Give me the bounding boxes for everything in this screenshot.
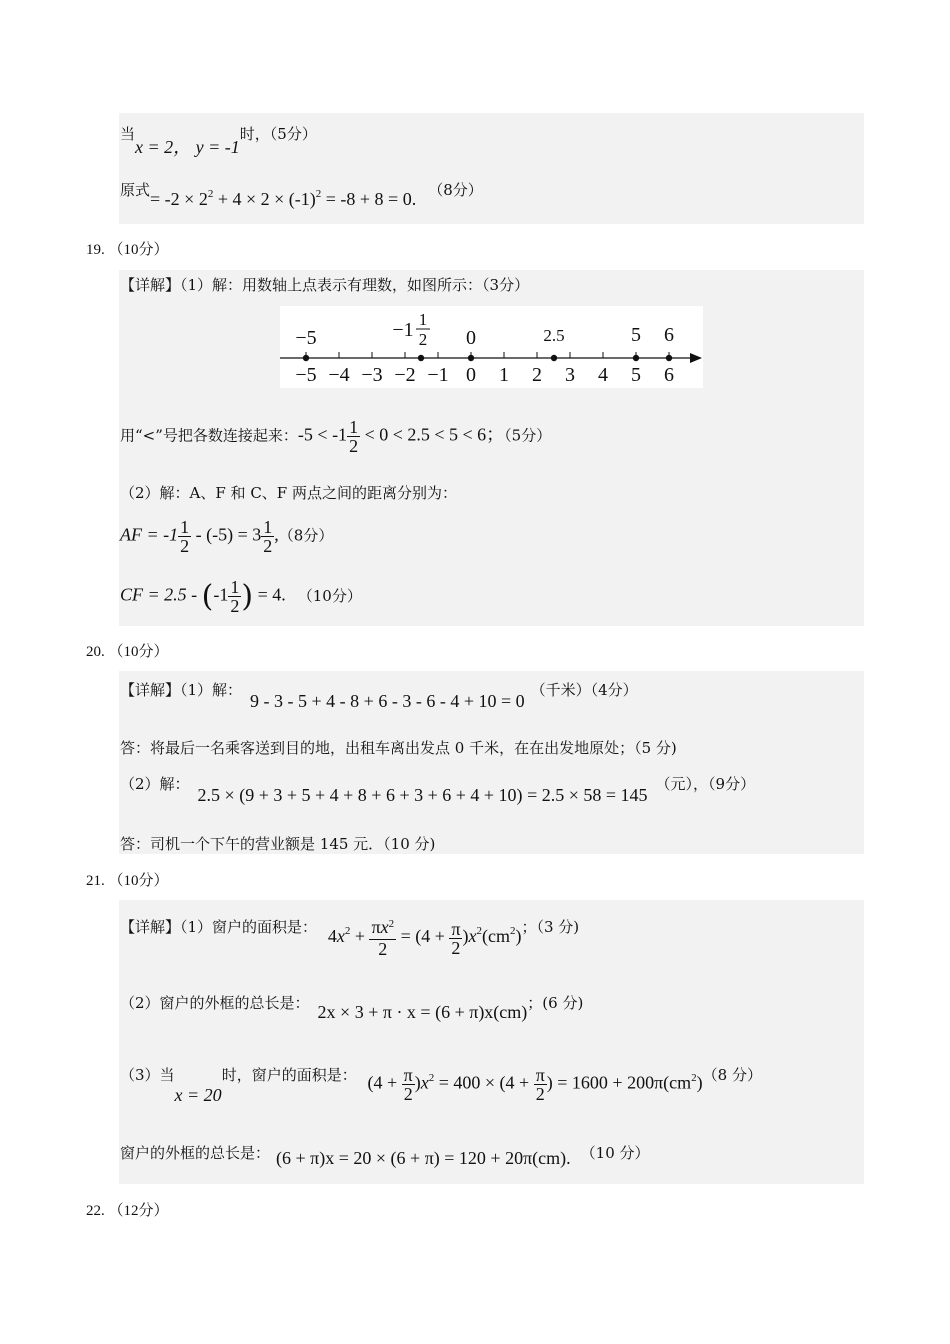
q20-line1 xyxy=(120,679,638,711)
q20-l1-suffix: （千米）（4分） xyxy=(530,681,638,699)
tick-label: 3 xyxy=(565,364,575,386)
q19-l2-prefix: 用“<”号把各数连接起来： xyxy=(120,426,298,445)
tick-label: 2 xyxy=(532,364,542,386)
fraction-half xyxy=(178,518,191,555)
pi-symbol: π xyxy=(451,918,461,939)
q18-math-a: = -2 × 2 xyxy=(150,189,208,209)
frac-num: 1 xyxy=(349,417,359,437)
q20-math-c: = 2.5 × 58 = 145 xyxy=(522,785,648,805)
pi-symbol: π xyxy=(535,1065,545,1085)
point-label: 0 xyxy=(466,327,476,349)
point-0 xyxy=(468,355,474,361)
q19-heading: 19. （10分） xyxy=(86,242,169,258)
q21-line3 xyxy=(120,1064,762,1105)
tick-label: 1 xyxy=(499,364,509,386)
q20-l3-math xyxy=(198,785,648,805)
q21-l4-prefix: 窗户的外框的总长是： xyxy=(120,1144,271,1162)
answer-box-q18 xyxy=(119,113,864,224)
pi-symbol: π xyxy=(371,917,381,937)
tick-label: 6 xyxy=(664,364,674,386)
paren-open: ( xyxy=(201,579,214,614)
q18-l1-prefix: 当 xyxy=(120,125,136,143)
answer-box-q21 xyxy=(119,900,864,1184)
q18-sup2: 2 xyxy=(315,188,322,200)
frac-num: 1 xyxy=(230,577,240,597)
q21-l1-math: $4x^2$ + $\frac{\pi x^2}{2}$ = (4 + $\frac{\pi}{2}$ )$x^2(cm^2)$ xyxy=(327,917,522,959)
point-label: 5 xyxy=(631,324,641,346)
answer-box-q20 xyxy=(119,671,864,854)
q21-l3-suffix: （8 分） xyxy=(702,1066,762,1084)
number-line xyxy=(280,306,703,388)
q19-line2 xyxy=(120,418,551,455)
point-minus-5 xyxy=(303,355,309,361)
q19-l5-b: -1 xyxy=(213,584,229,605)
frac-num: 1 xyxy=(180,517,190,537)
frac-den: 2 xyxy=(263,536,273,556)
q18-l1-suffix: 时，（5分） xyxy=(239,125,317,143)
fraction-half xyxy=(228,578,241,615)
pi-symbol: π xyxy=(403,1065,413,1085)
frac-den: 2 xyxy=(180,536,190,556)
q19-l5-a: CF = 2.5 - xyxy=(120,584,202,605)
q20-line2: 答：将最后一名乘客送到目的地，出租车离出发点 0 千米，在在出发地原处；（5 分) xyxy=(120,739,677,757)
q20-l3-suffix: （元），（9分） xyxy=(655,775,756,793)
q18-math-c: = -8 + 8 = 0. xyxy=(321,189,417,209)
tick-label: −1 xyxy=(427,364,449,386)
q20-math-a: 2.5 × xyxy=(197,785,240,805)
point-minus-1-half xyxy=(418,355,424,361)
point-label: 6 xyxy=(664,324,674,346)
q22-heading: 22. （12分） xyxy=(86,1203,169,1219)
q20-l3-prefix: （2）解： xyxy=(120,775,190,793)
point-label-frac-num: 1 xyxy=(418,310,428,329)
point-label: 2.5 xyxy=(543,326,565,345)
q21-l3-mid: 时，窗户的面积是： xyxy=(221,1066,357,1084)
point-6 xyxy=(666,355,672,361)
fraction-half xyxy=(347,418,360,455)
fraction-half xyxy=(261,518,274,555)
frac-den: 2 xyxy=(451,937,461,958)
q21-heading: 21. （10分） xyxy=(86,873,169,889)
q19-l2-score: （5分） xyxy=(504,426,552,445)
q18-l1-math: x = 2， y = -1 xyxy=(135,137,240,157)
q21-line2 xyxy=(120,992,584,1022)
q19-line1: 【详解】（1）解：用数轴上点表示有理数，如图所示：（3分） xyxy=(120,276,530,294)
q19-l5-score: （10分） xyxy=(297,586,362,605)
q21-l2-math: 2x × 3 + π · x = (6 + π)x(cm) xyxy=(317,1002,528,1022)
q18-line2 xyxy=(120,179,483,209)
q19-l4-c: , xyxy=(274,524,279,545)
q19-line4 xyxy=(120,518,333,555)
q20-line3 xyxy=(120,773,756,805)
q18-l2-prefix: 原式 xyxy=(120,181,151,199)
q19-line3: （2）解：A、F 和 C、F 两点之间的距离分别为： xyxy=(120,484,457,502)
q21-l2-suffix: ；(6 分) xyxy=(527,994,584,1012)
q20-l1-math: 9 - 3 - 5 + 4 - 8 + 6 - 3 - 6 - 4 + 10 = 0 xyxy=(250,691,525,711)
q18-line1 xyxy=(120,119,317,157)
q19-l5-c: = 4. xyxy=(253,584,286,605)
point-label: −5 xyxy=(295,327,317,349)
tick-label: −3 xyxy=(361,364,383,386)
q21-l3-prefix: （3）当 xyxy=(120,1066,175,1084)
q21-l4-suffix: （10 分） xyxy=(580,1144,650,1162)
q20-l1-prefix: 【详解】（1）解： xyxy=(120,681,243,699)
q19-l4-a: AF = -1 xyxy=(120,524,179,545)
frac-den: 2 xyxy=(378,939,388,959)
q18-sup1: 2 xyxy=(207,188,214,200)
q21-line4 xyxy=(120,1142,650,1168)
tick-label: −2 xyxy=(394,364,416,386)
q21-line1 xyxy=(120,916,580,959)
q18-l2-score: （8分） xyxy=(428,181,483,199)
q20-math-b: (9 + 3 + 5 + 4 + 8 + 6 + 3 + 6 + 4 + 10) xyxy=(239,785,523,805)
frac-den: 2 xyxy=(535,1084,545,1104)
q21-l3-cond: x = 20 xyxy=(174,1084,222,1105)
q18-math-b: + 4 × 2 × (-1) xyxy=(213,189,316,209)
q21-l3-math: (4 + $\frac{\pi}{2}$ )$x^2 = 400 \times (4$ + $\frac{\pi}{2}$ ) = $1600 + 200\pi(cm^2)$ xyxy=(367,1065,703,1104)
paren-close: ) xyxy=(241,579,254,614)
q19-l2-b: < 0 < 2.5 < 5 < 6； xyxy=(360,424,505,445)
tick-label: 5 xyxy=(631,364,641,386)
q21-l1-prefix: 【详解】（1）窗户的面积是： xyxy=(120,918,318,936)
q18-l2-math xyxy=(150,189,416,209)
q20-line4: 答：司机一个下午的营业额是 145 元．（10 分) xyxy=(120,835,436,853)
q19-l4-score: （8分） xyxy=(278,526,334,545)
tick-label: −4 xyxy=(328,364,350,386)
frac-den: 2 xyxy=(349,436,359,456)
frac-den: 2 xyxy=(230,596,240,616)
tick-label: 4 xyxy=(598,364,608,386)
point-5 xyxy=(633,355,639,361)
q19-l2-a: -5 < -1 xyxy=(297,424,348,445)
point-label-frac-den: 2 xyxy=(418,330,428,349)
frac-den: 2 xyxy=(403,1084,413,1104)
frac-num: 1 xyxy=(263,517,273,537)
q19-line5 xyxy=(120,578,362,615)
tick-label: −5 xyxy=(295,364,317,386)
q21-l4-math: (6 + π)x = 20 × (6 + π) = 120 + 20π(cm). xyxy=(276,1148,571,1168)
answer-box-q19 xyxy=(119,270,864,626)
q21-l2-prefix: （2）窗户的外框的总长是： xyxy=(120,994,310,1012)
q20-heading: 20. （10分） xyxy=(86,644,169,660)
tick-label: 0 xyxy=(466,364,476,386)
point-2-5 xyxy=(551,355,557,361)
q21-l1-suffix: ；（3 分) xyxy=(521,918,580,936)
point-label: −1 xyxy=(392,319,414,341)
q19-l4-b: - (-5) = 3 xyxy=(191,524,262,545)
